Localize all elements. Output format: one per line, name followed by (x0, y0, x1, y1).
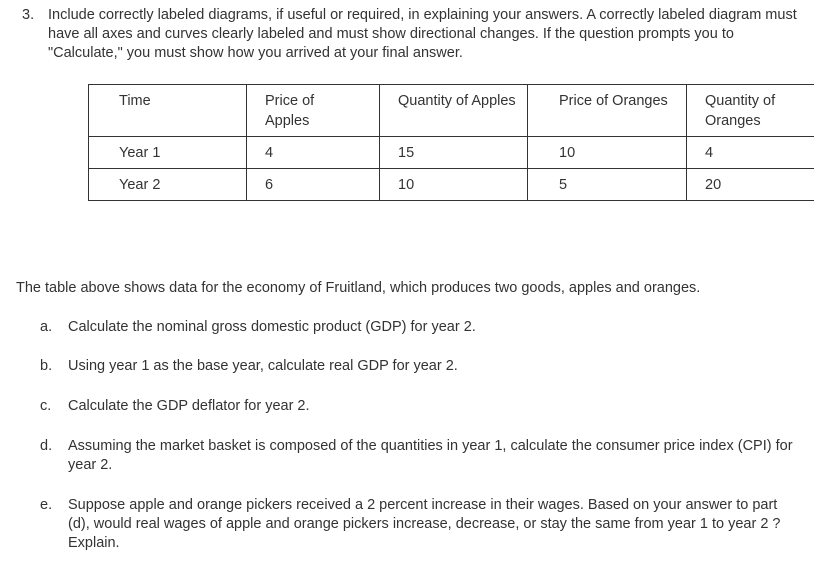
table-cell: 10 (528, 137, 687, 169)
question-instructions: Include correctly labeled diagrams, if useful or required, in explaining your answers. A correctly labeled diagram must have all axes and curves clearly labeled and must show directional changes. If the question prompts you to "Calculate," you must show how you arrived at your final answer. (48, 7, 797, 61)
header-price-apples: Price of Apples (247, 85, 380, 137)
part-label: d. (40, 438, 53, 454)
table-cell: 10 (380, 169, 528, 201)
table-cell: 15 (380, 137, 528, 169)
header-price-oranges: Price of Oranges (528, 85, 687, 137)
table-cell: Year 2 (89, 169, 247, 201)
table-cell: 6 (247, 169, 380, 201)
table-row (89, 137, 814, 169)
part-text: Calculate the nominal gross domestic product (GDP) for year 2. (68, 319, 476, 335)
table-cell: 20 (687, 169, 814, 201)
part-text: Suppose apple and orange pickers received a 2 percent increase in their wages. Based on your answer to part (d), would real wages of apple and orange pickers increase, decrease, or stay the same from year 1 to year 2 ? Explain. (68, 497, 781, 551)
part-text: Assuming the market basket is composed of the quantities in year 1, calculate the consumer price index (CPI) for year 2. (68, 438, 793, 473)
part-label: c. (40, 398, 52, 414)
part-label: b. (40, 358, 53, 374)
table-row (89, 169, 814, 201)
header-quantity-oranges: Quantity of Oranges (687, 85, 814, 137)
table-cell: 4 (687, 137, 814, 169)
part-label: a. (40, 319, 53, 335)
table-cell: Year 1 (89, 137, 247, 169)
header-quantity-apples: Quantity of Apples (380, 85, 528, 137)
fruitland-data-table (88, 84, 814, 201)
table-description: The table above shows data for the economy of Fruitland, which produces two goods, apples and oranges. (16, 280, 701, 296)
part-label: e. (40, 497, 53, 513)
table-cell: 4 (247, 137, 380, 169)
part-text: Calculate the GDP deflator for year 2. (68, 398, 310, 414)
table-cell: 5 (528, 169, 687, 201)
header-time: Time (89, 85, 247, 137)
table-header-row (89, 85, 814, 137)
question-number: 3. (22, 7, 35, 23)
part-text: Using year 1 as the base year, calculate real GDP for year 2. (68, 358, 458, 374)
